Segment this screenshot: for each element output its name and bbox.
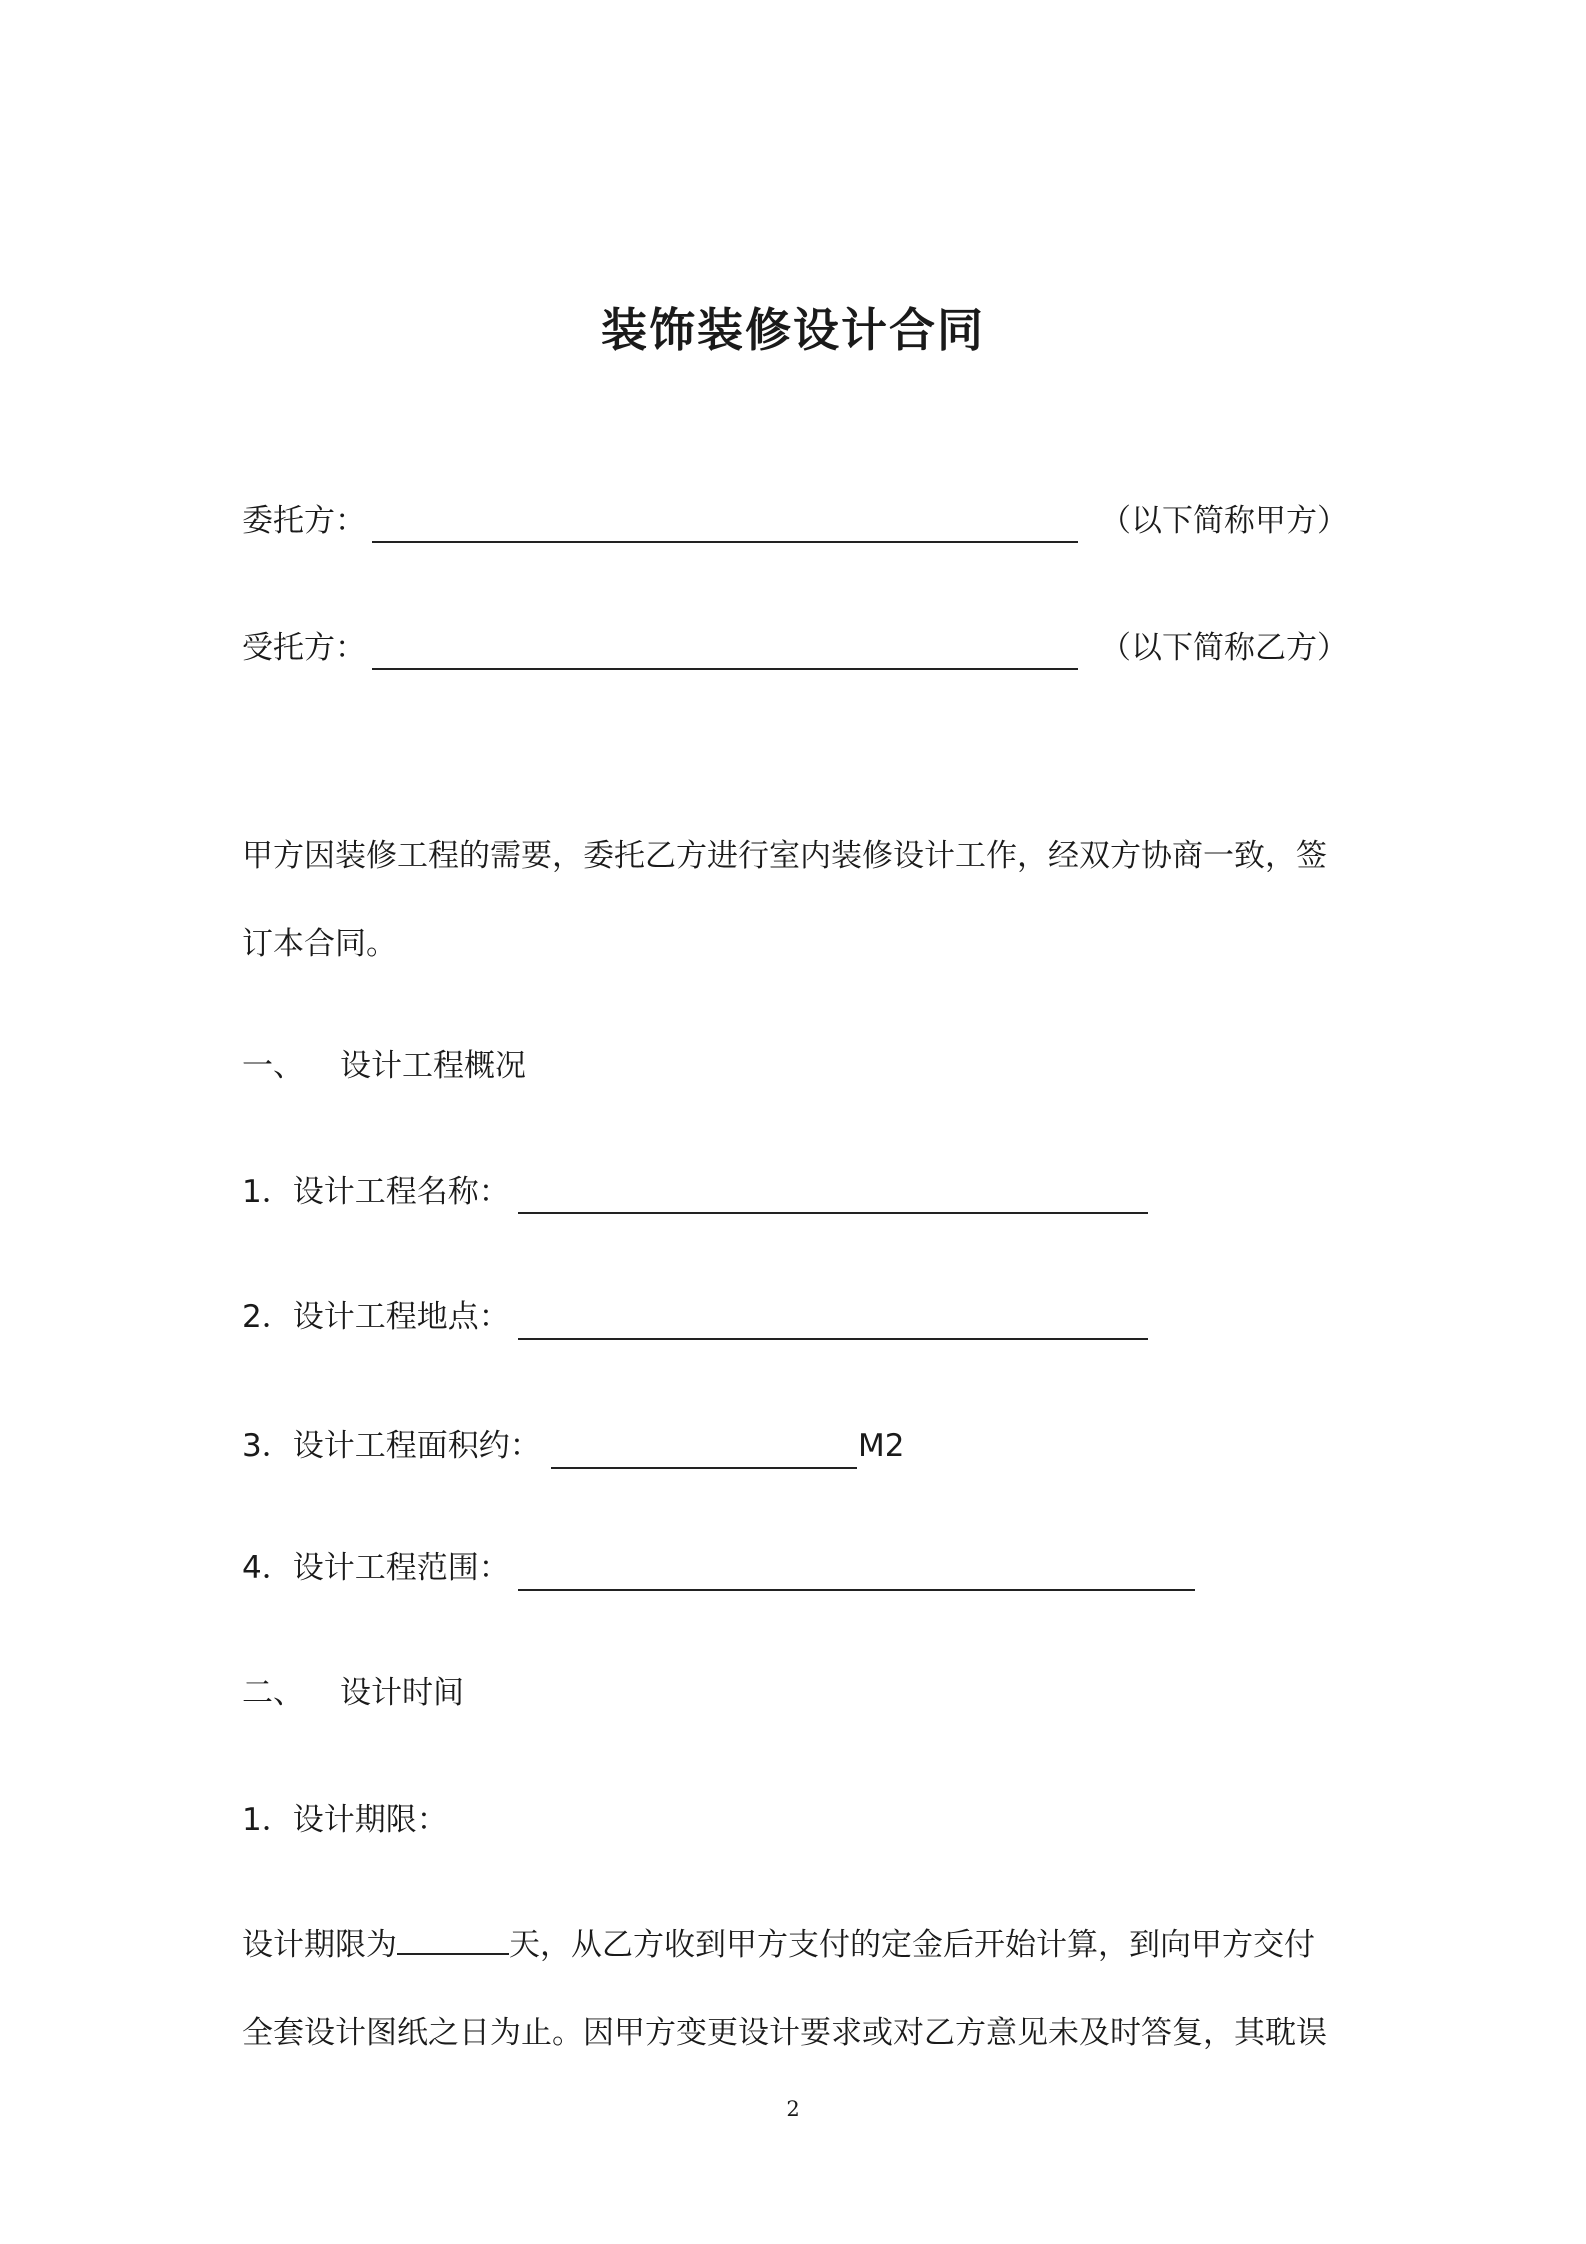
project-name-label: 1．设计工程名称： xyxy=(242,1174,510,1210)
intro-line-2: 订本合同。 xyxy=(242,926,397,962)
contractor-label: 受托方： xyxy=(242,630,366,666)
project-area-blank[interactable] xyxy=(551,1467,857,1469)
page-number: 2 xyxy=(786,2097,800,2121)
project-scope-label: 4．设计工程范围： xyxy=(242,1550,510,1586)
design-period-line-1 xyxy=(242,1923,1352,1967)
design-period-label: 1．设计期限： xyxy=(242,1802,448,1838)
project-location-label: 2．设计工程地点： xyxy=(242,1299,510,1335)
client-abbrev-note: （以下简称甲方） xyxy=(1100,503,1348,539)
section-1-title: 设计工程概况 xyxy=(340,1048,526,1084)
project-area-label: 3．设计工程面积约： xyxy=(242,1428,541,1464)
client-name-blank[interactable] xyxy=(372,541,1078,543)
project-scope-blank[interactable] xyxy=(518,1589,1195,1591)
design-period-start: 设计期限为 xyxy=(242,1927,397,1963)
section-1-number: 一、 xyxy=(242,1048,304,1084)
intro-line-1: 甲方因装修工程的需要，委托乙方进行室内装修设计工作，经双方协商一致，签 xyxy=(242,838,1327,874)
project-name-blank[interactable] xyxy=(518,1212,1148,1214)
project-area-unit: M2 xyxy=(858,1428,905,1464)
design-period-line-2: 全套设计图纸之日为止。因甲方变更设计要求或对乙方意见未及时答复，其耽误 xyxy=(242,2015,1327,2051)
client-label: 委托方： xyxy=(242,503,366,539)
contractor-abbrev-note: （以下简称乙方） xyxy=(1100,630,1348,666)
section-2-number: 二、 xyxy=(242,1675,304,1711)
design-period-rest: 天，从乙方收到甲方支付的定金后开始计算，到向甲方交付 xyxy=(509,1927,1315,1963)
section-2-title: 设计时间 xyxy=(340,1675,464,1711)
design-days-blank[interactable] xyxy=(397,1923,509,1955)
document-title: 装饰装修设计合同 xyxy=(601,303,985,357)
contractor-name-blank[interactable] xyxy=(372,668,1078,670)
project-location-blank[interactable] xyxy=(518,1338,1148,1340)
